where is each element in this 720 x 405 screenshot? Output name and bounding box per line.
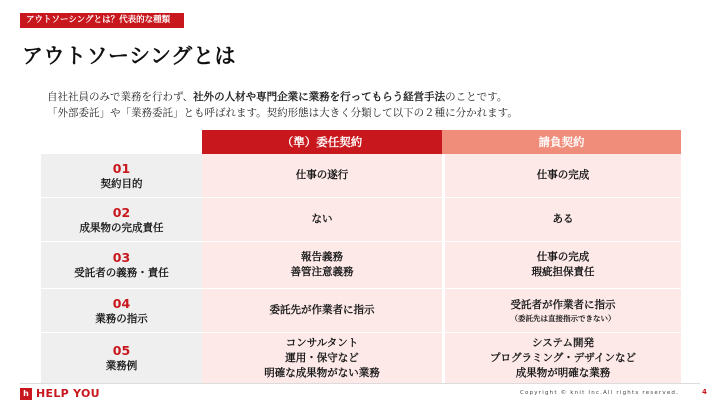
intro-line-1-pre: 自社社員のみで業務を行わず、 [47,91,194,103]
cell-line: ある [552,213,574,225]
cell-line: 報告義務 [301,251,343,263]
cell-line: 瑕疵担保責任 [531,266,595,278]
row-name: 業務例 [105,360,138,372]
row-name: 成果物の完成責任 [79,221,164,234]
cell-line: 受託者が作業者に指示 [510,298,616,311]
page-number: 4 [702,388,707,396]
row-number: 02 [112,204,131,220]
cell-mandate [202,242,442,289]
row-number: 03 [112,250,131,265]
row-label [41,154,202,198]
cell-mandate [202,289,442,333]
row-number: 04 [112,295,131,311]
logo-text: HELP YOU [36,387,100,400]
intro-text [47,89,687,121]
row-label [41,198,202,242]
header-contract-work: 請負契約 [442,130,681,154]
cell-contract [442,154,681,198]
intro-line-2: 「外部委託」や「業務委託」とも呼ばれます。契約形態は大きく分類して以下の２種に分かれます。 [47,107,518,119]
row-label [41,289,202,333]
page-title: アウトソーシングとは [22,44,237,68]
cell-line: 仕事の完成 [536,169,590,181]
cell-line: コンサルタント [285,336,359,349]
cell-mandate [202,333,442,384]
cell-contract [442,198,681,242]
header-blank [41,130,202,154]
table-row [41,333,681,384]
row-number: 05 [112,343,131,358]
cell-line: 明確な成果物がない業務 [264,366,380,379]
cell-line: 成果物が明確な業務 [515,366,611,379]
cell-contract [442,333,681,384]
logo-icon: h [20,388,32,400]
header-mandate-contract: （準）委任契約 [202,130,442,154]
table-row [41,198,681,242]
cell-contract [442,242,681,289]
cell-contract [442,289,681,333]
cell-note: （委託先は直接指示できない） [510,313,616,323]
cell-line: システム開発 [532,336,594,349]
cell-line: 善管注意義務 [290,266,354,278]
intro-line-1-post: のことです。 [445,91,508,103]
table-row [41,154,681,198]
row-name: 業務の指示 [95,312,148,325]
intro-line-1 [47,89,687,105]
table-row [41,289,681,333]
section-tag: アウトソーシングとは？代表的な種類 [20,13,184,28]
cell-line: 委託先が作業者に指示 [269,304,375,316]
cell-line: 仕事の完成 [536,251,590,263]
cell-mandate [202,154,442,198]
row-label [41,333,202,384]
cell-line: ない [311,213,333,225]
row-name: 契約目的 [100,177,143,190]
footer-divider [20,383,700,384]
comparison-table [41,130,681,384]
row-name: 受託者の義務・責任 [74,267,169,279]
copyright: Copyright © knit Inc.All rights reserved. [520,390,680,396]
intro-line-1-bold: 社外の人材や専門企業に業務を行ってもらう経営手法 [193,91,446,103]
cell-line: 仕事の遂行 [295,169,349,181]
row-number: 01 [112,160,131,176]
row-label [41,242,202,289]
table-row [41,242,681,289]
cell-mandate [202,198,442,242]
cell-line: プログラミング・デザインなど [489,351,637,364]
cell-line: 運用・保守など [285,351,359,364]
brand-logo [20,387,100,400]
